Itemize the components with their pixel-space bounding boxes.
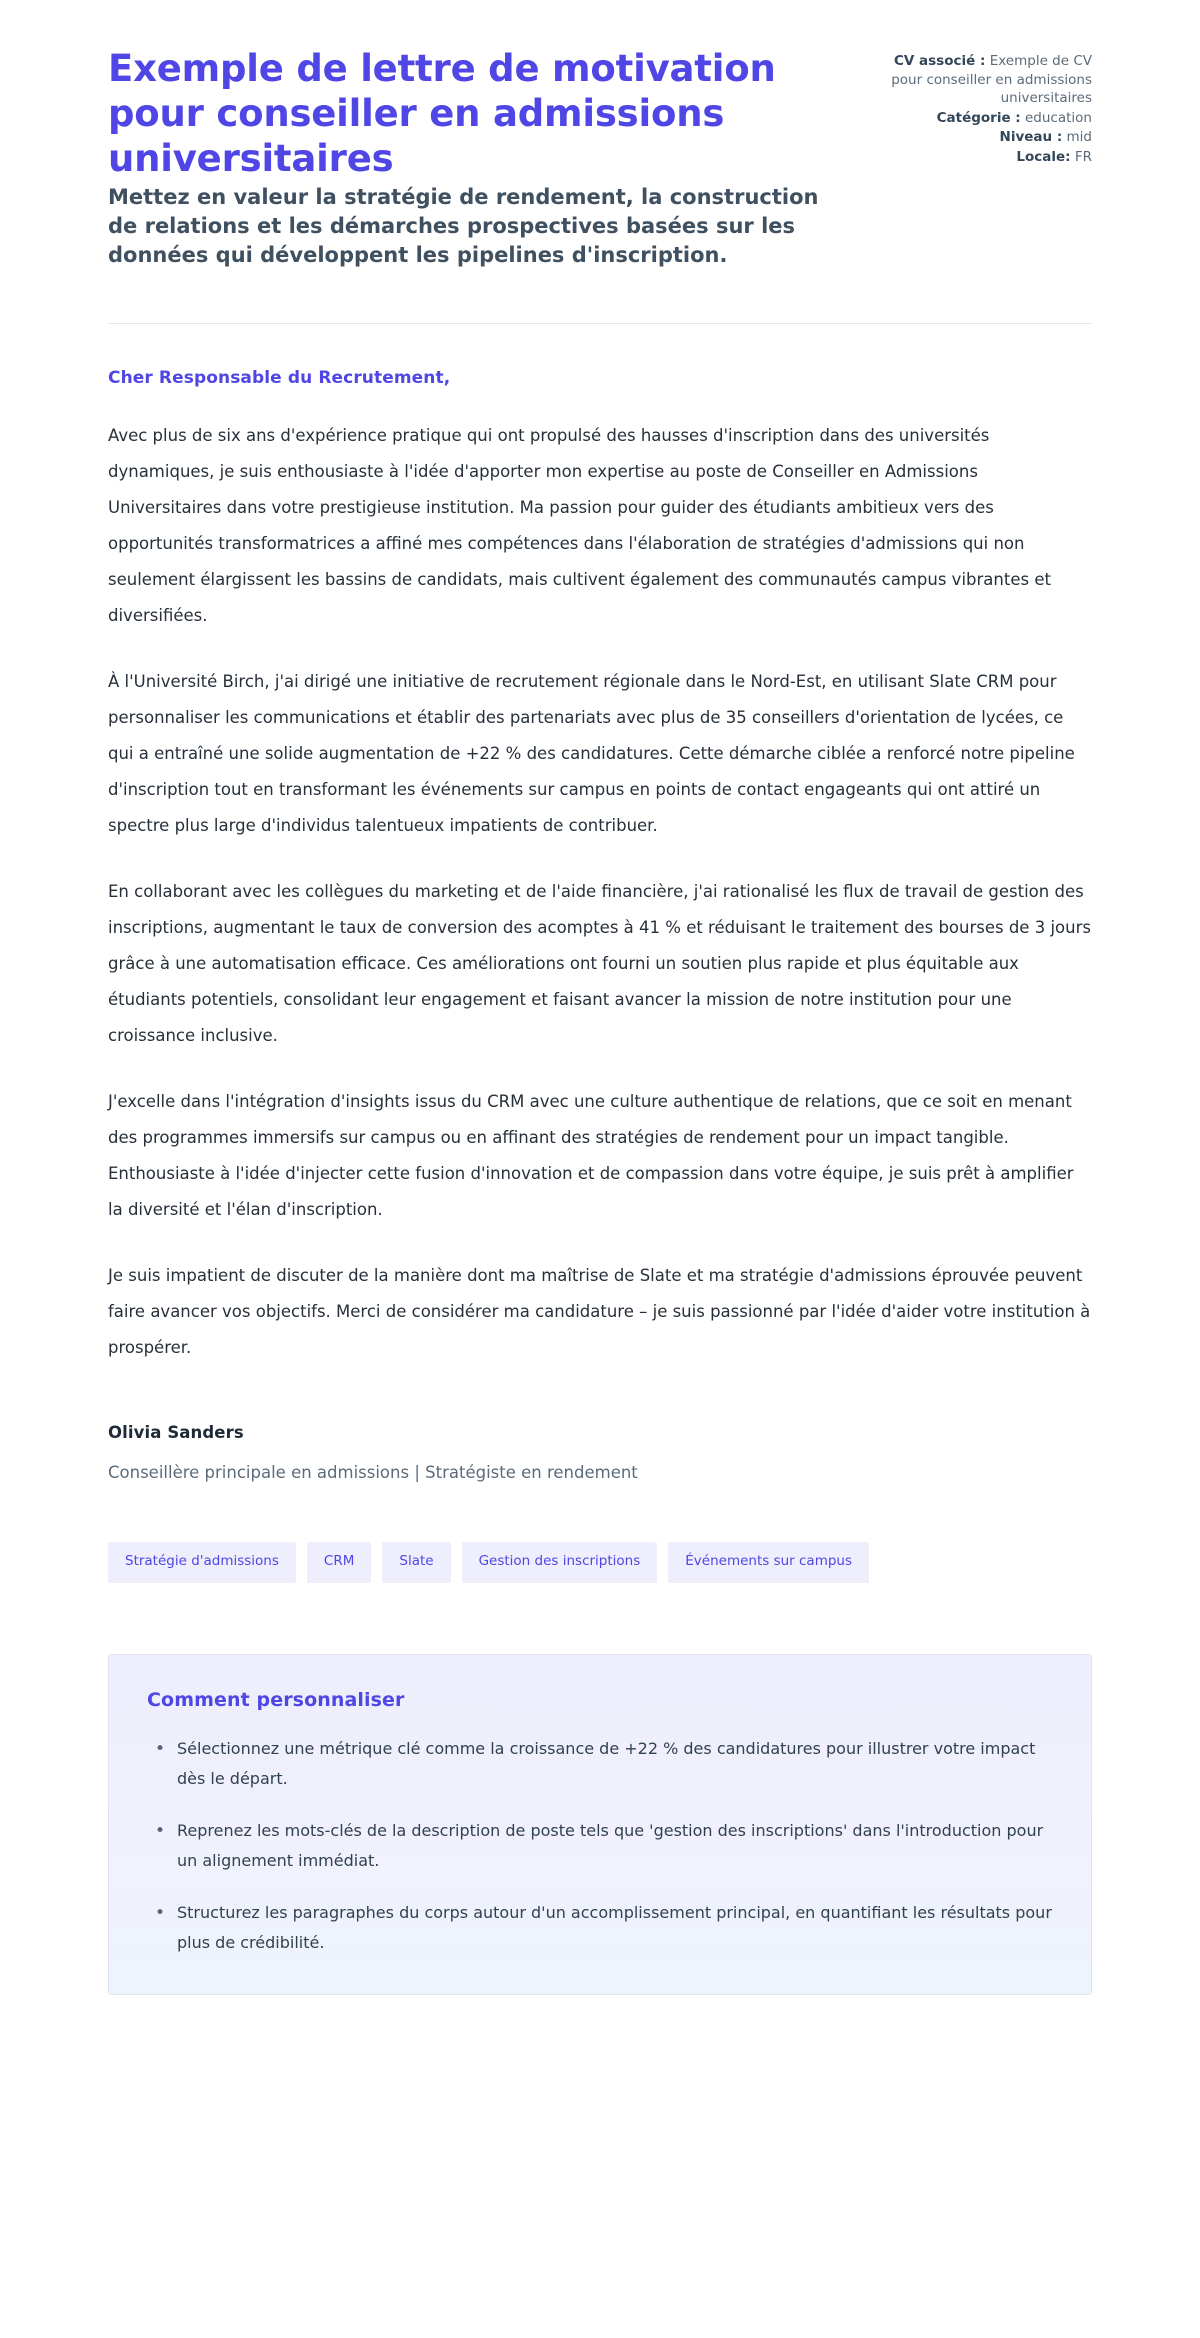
metadata-locale-value: FR: [1074, 148, 1092, 165]
metadata-panel: [887, 46, 1092, 167]
metadata-associated-cv-value: Exemple de CV pour conseiller en admissions universitaires: [891, 53, 1092, 106]
metadata-level: [887, 128, 1092, 147]
metadata-category-label: Catégorie :: [936, 109, 1021, 126]
tag-chip[interactable]: Gestion des inscriptions: [462, 1542, 658, 1583]
header-divider: [108, 323, 1092, 324]
callout-list: [147, 1734, 1053, 1958]
metadata-category-value: education: [1025, 109, 1092, 126]
tag-list: [0, 1542, 1200, 1583]
signature-role: Conseillère principale en admissions | Stratégiste en rendement: [108, 1463, 638, 1482]
letter-salutation: Cher Responsable du Recrutement,: [108, 368, 451, 388]
metadata-level-label: Niveau :: [999, 129, 1063, 145]
letter-body: [0, 368, 1200, 1366]
metadata-associated-cv: [887, 52, 1092, 108]
list-item: • Sélectionnez une métrique clé comme la croissance de +22 % des candidatures pour illustrer votre impact dès le départ.: [173, 1734, 1053, 1794]
signature-name: Olivia Sanders: [108, 1423, 244, 1442]
page-title: Exemple de lettre de motivation pour conseiller en admissions universitaires: [108, 47, 776, 180]
metadata-associated-cv-label: CV associé :: [893, 53, 986, 69]
header-text-block: [108, 46, 853, 270]
tag-chip[interactable]: CRM: [307, 1542, 371, 1583]
page-subtitle: Mettez en valeur la stratégie de rendement, la construction de relations et les démarches prospectives basées sur les données qui développent les pipelines d'inscription.: [108, 185, 819, 267]
bottom-spacer: [0, 1995, 1200, 2065]
callout-title: Comment personnaliser: [147, 1688, 405, 1711]
letter-paragraph: Avec plus de six ans d'expérience pratique qui ont propulsé des hausses d'inscription dans des universités dynamiques, je suis enthousiaste à l'idée d'apporter mon expertise au poste de Conseiller en Admissions Universitaires dans votre prestigieuse institution. Ma passion pour guider des étudiants ambitieux vers des opportunités transformatrices a affiné mes compétences dans l'élaboration de stratégies d'admissions qui non seulement élargissent les bassins de candidats, mais cultivent également des communautés campus vibrantes et diversifiées.: [108, 426, 1051, 625]
tag-chip[interactable]: Événements sur campus: [668, 1542, 869, 1583]
metadata-level-value: mid: [1066, 129, 1092, 145]
metadata-locale-label: Locale:: [1016, 148, 1071, 165]
signature-block: [0, 1423, 1200, 1482]
metadata-category: [887, 109, 1092, 128]
tag-chip[interactable]: Stratégie d'admissions: [108, 1542, 296, 1583]
letter-paragraph: À l'Université Birch, j'ai dirigé une initiative de recrutement régionale dans le Nord-Est, en utilisant Slate CRM pour personnaliser les communications et établir des partenariats avec plus de 35 conseillers d'orientation de lycées, ce qui a entraîné une solide augmentation de +22 % des candidatures. Cette démarche ciblée a renforcé notre pipeline d'inscription tout en transformant les événements sur campus en points de contact engageants qui ont attiré un spectre plus large d'individus talentueux impatients de contribuer.: [108, 672, 1075, 835]
letter-paragraph: Je suis impatient de discuter de la manière dont ma maîtrise de Slate et ma stratégie d'admissions éprouvée peuvent faire avancer vos objectifs. Merci de considérer ma candidature – je suis passionné par l'idée d'aider votre institution à prospérer.: [108, 1266, 1091, 1357]
metadata-locale: [887, 148, 1092, 167]
customize-callout: [108, 1654, 1092, 1995]
tag-chip[interactable]: Slate: [382, 1542, 450, 1583]
letter-paragraph: J'excelle dans l'intégration d'insights issus du CRM avec une culture authentique de relations, que ce soit en menant des programmes immersifs sur campus ou en affinant des stratégies de rendement pour un impact tangible. Enthousiaste à l'idée d'injecter cette fusion d'innovation et de compassion dans votre équipe, je suis prêt à amplifier la diversité et l'élan d'inscription.: [108, 1092, 1074, 1219]
list-item: • Structurez les paragraphes du corps autour d'un accomplissement principal, en quantifiant les résultats pour plus de crédibilité.: [173, 1898, 1053, 1958]
page-header: [0, 0, 1200, 270]
letter-paragraph: En collaborant avec les collègues du marketing et de l'aide financière, j'ai rationalisé les flux de travail de gestion des inscriptions, augmentant le taux de conversion des acomptes à 41 % et réduisant le traitement des bourses de 3 jours grâce à une automatisation efficace. Ces améliorations ont fourni un soutien plus rapide et plus équitable aux étudiants potentiels, consolidant leur engagement et faisant avancer la mission de notre institution pour une croissance inclusive.: [108, 882, 1091, 1045]
list-item: • Reprenez les mots-clés de la description de poste tels que 'gestion des inscriptions' dans l'introduction pour un alignement immédiat.: [173, 1816, 1053, 1876]
